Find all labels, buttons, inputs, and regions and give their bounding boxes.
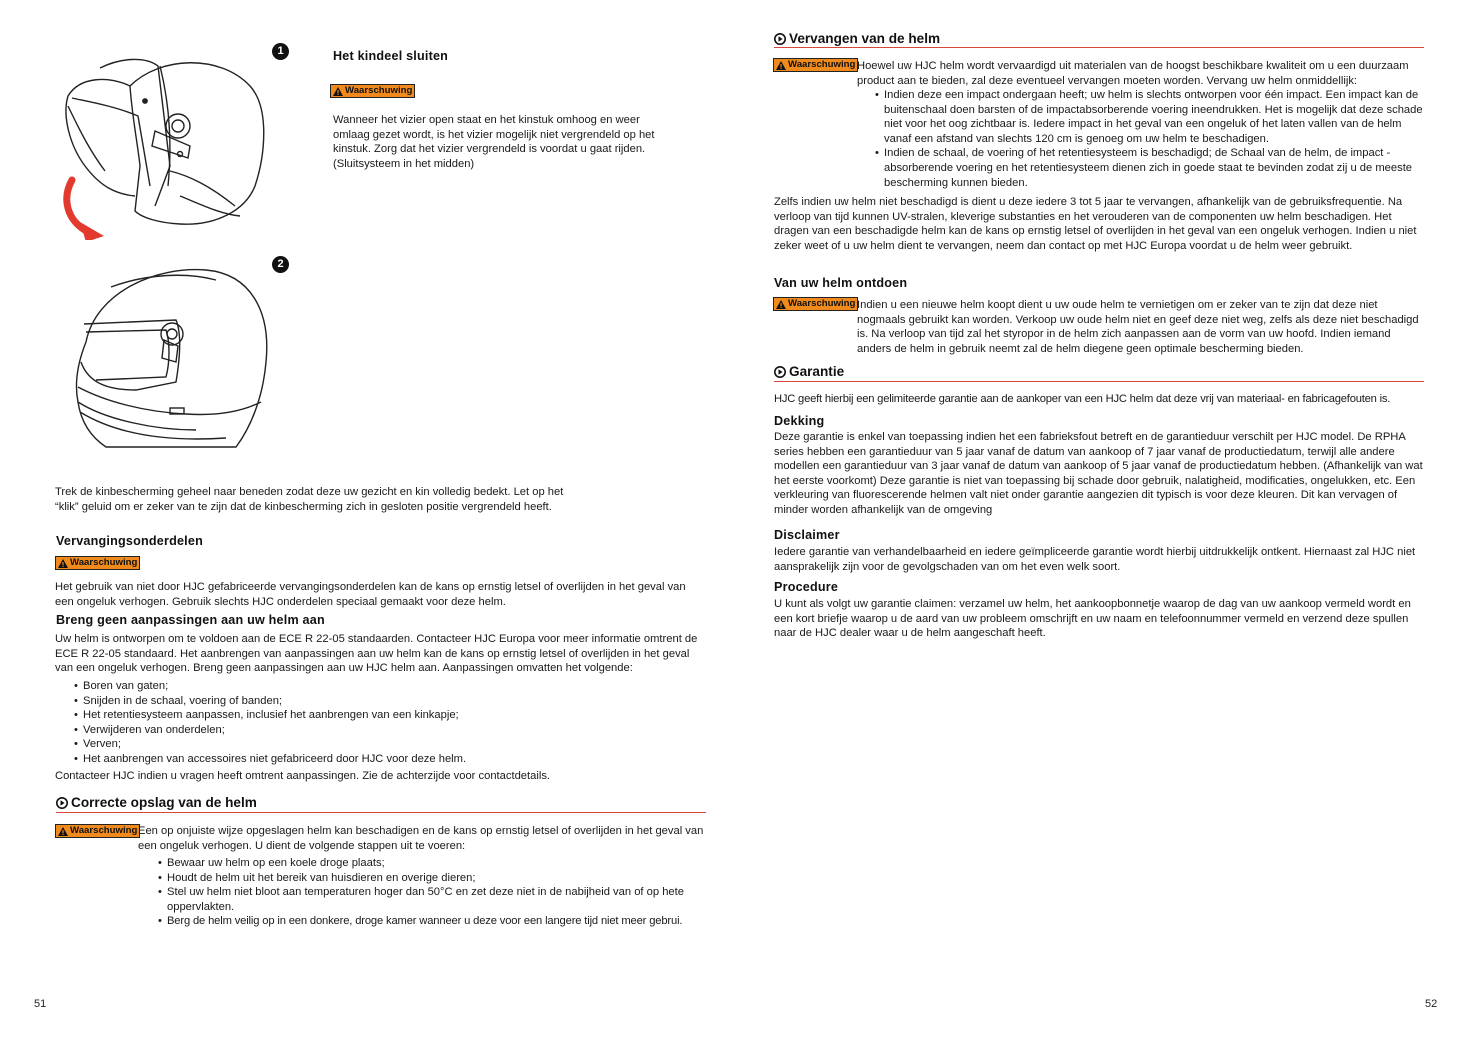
replace-helmet-title-text: Vervangen van de helm bbox=[789, 31, 941, 46]
warranty-title bbox=[774, 365, 844, 380]
correct-storage-text: Een op onjuiste wijze opgeslagen helm kan beschadigen en de kans op ernstig letsel of overlijden in het geval van een ongeluk verhogen. U dient de volgende stappen uit te voeren: bbox=[138, 825, 704, 852]
replacement-parts-title: Vervangingsonderdelen bbox=[56, 534, 203, 548]
section-arrow-icon bbox=[56, 797, 68, 809]
list-item: • Bewaar uw helm op een koele droge plaats; bbox=[157, 856, 707, 871]
modifications-list bbox=[73, 679, 703, 767]
correct-storage-title bbox=[56, 796, 257, 811]
no-modifications-title: Breng geen aanpassingen aan uw helm aan bbox=[56, 613, 325, 627]
warranty-text: HJC geeft hierbij een gelimiteerde garantie aan de aankoper van een HJC helm dat deze vrij van materiaal- en fabricagefouten is. bbox=[774, 393, 1391, 405]
replace-helmet-text: Hoewel uw HJC helm wordt vervaardigd uit materialen van de hoogst beschikbare kwaliteit om u een duurzaam product aan te bieden, zal deze eventueel vervangen moeten worden. Vervang uw helm onmiddellijk: bbox=[857, 60, 1409, 87]
warning-triangle-icon bbox=[776, 61, 786, 70]
coverage-text: Deze garantie is enkel van toepassing indien het een fabrieksfout betreft en de garantieduur verschilt per HJC model. De RPHA series hebben een garantieduur van 5 jaar vanaf de datum van aankoop of 7 jaar vanaf de productiedatum, terwijl alle andere modellen een garantieduur van 3 jaar vanaf de datum van aankoop of 5 jaar vanaf de productiedatum hebben. (Afhankelijk van wat het eerste voorkomt) Deze garantie is niet van toepassing bij schade door gebruik, nalatigheid, modificaties, ongelukken, etc. Een verkleuring van fluorescerende helmen valt niet onder garantie aangezien dit typisch is voor deze kleuren. Dit kan vervagen of minder worden afhankelijk van de omgeving bbox=[774, 431, 1423, 516]
warning-triangle-icon bbox=[58, 559, 68, 568]
modifications-contact: Contacteer HJC indien u vragen heeft omtrent aanpassingen. Zie de achterzijde voor contactdetails. bbox=[55, 770, 551, 782]
dispose-warning-badge bbox=[773, 297, 858, 313]
replace-divider bbox=[774, 47, 1424, 48]
page-number-right: 52 bbox=[1425, 998, 1438, 1010]
list-item: • Houdt de helm uit het bereik van huisdieren en overige dieren; bbox=[157, 871, 707, 886]
step-1-badge: 1 bbox=[272, 43, 289, 60]
no-modifications-text: Uw helm is ontworpen om te voldoen aan de ECE R 22-05 standaarden. Contacteer HJC Europa voor meer informatie omtrent de ECE R 22-05 standaard. Het aanbrengen van aanpassingen aan uw helm kan de kans op ernstig letsel of overlijden in het geval van een ongeluk verhogen. Breng geen aanpassingen aan uw HJC helm aan. Aanpassingen omvatten het volgende: bbox=[55, 633, 698, 675]
parts-warning-badge bbox=[55, 556, 140, 572]
close-warning-badge bbox=[330, 84, 415, 100]
warranty-title-text: Garantie bbox=[789, 364, 845, 379]
list-item: • Berg de helm veilig op in een donkere, droge kamer wanneer u deze voor een langere tijd niet meer gebrui. bbox=[157, 914, 707, 929]
replace-list bbox=[874, 88, 1426, 190]
list-item: • Het retentiesysteem aanpassen, inclusief het aanbrengen van een kinkapje; bbox=[73, 708, 703, 723]
storage-list bbox=[157, 856, 707, 929]
warning-label: Waarschuwing bbox=[70, 825, 138, 836]
pull-chinbar-text-2: “klik” geluid om er zeker van te zijn dat de kinbescherming zich in gesloten positie vergrendeld heeft. bbox=[55, 501, 552, 513]
list-item: • Stel uw helm niet bloot aan temperaturen hoger dan 50°C en zet deze niet in de nabijheid van of op hete oppervlakten. bbox=[157, 885, 707, 914]
disclaimer-title: Disclaimer bbox=[774, 528, 840, 542]
replacement-parts-text: Het gebruik van niet door HJC gefabriceerde vervangingsonderdelen kan de kans op ernstig letsel of overlijden in het geval van een ongeluk verhogen. Gebruik slechts HJC onderdelen speciaal gemaakt voor deze helm. bbox=[55, 581, 686, 608]
dispose-helmet-title: Van uw helm ontdoen bbox=[774, 276, 908, 290]
warning-label: Waarschuwing bbox=[70, 557, 138, 568]
dispose-helmet-text: Indien u een nieuwe helm koopt dient u uw oude helm te vernietigen om er zeker van te zijn dat deze niet nogmaals gebruikt kan worden. Verkoop uw oude helm niet en geef deze niet weg, zelfs als deze niet beschadigd is. Na verloop van tijd zal het styropor in de helm zich aanpassen aan de vorm van uw hoofd. Indien iemand anders de helm in gebruik neemt zal de helm diegene geen optimale bescherming bieden. bbox=[857, 299, 1419, 355]
list-item: • Snijden in de schaal, voering of banden; bbox=[73, 694, 703, 709]
replace-helmet-text-2: Zelfs indien uw helm niet beschadigd is dient u deze iedere 3 tot 5 jaar te vervangen, afhankelijk van de gebruiksfrequentie. Na verloop van tijd kunnen UV-stralen, kleverige substanties en het verouderen van de componenten uw helm beschadigen. Het dragen van een beschadigde helm kan de kans op ernstig letsel of overlijden in het geval van een ongeluk verhogen. Indien u niet zeker weet of u uw helm dient te vervangen, neem dan contact op met HJC Europa voordat u de helm weer gebruikt. bbox=[774, 196, 1417, 252]
storage-divider bbox=[56, 812, 706, 813]
warning-triangle-icon bbox=[58, 827, 68, 836]
warning-label: Waarschuwing bbox=[788, 59, 856, 70]
list-item: • Indien deze een impact ondergaan heeft; uw helm is slechts ontworpen voor één impact. Een impact kan de buitenschaal doen barsten of de impactabsorberende voering ineendrukken. Het is mogelijk dat deze schade niet voor het oog zichtbaar is. Iedere impact in het geval van een ongeluk of het laten vallen van de helm vanaf een afstand van slechts 120 cm is genoeg om uw helm te beschadigen. bbox=[874, 88, 1426, 146]
warning-triangle-icon bbox=[776, 300, 786, 309]
coverage-title: Dekking bbox=[774, 414, 825, 428]
list-item: • Indien de schaal, de voering of het retentiesysteem is beschadigd; de Schaal van de helm, de impact -absorberende voering en het retentiesysteem dienen zich in goede staat te bevinden zodat zij u de meeste bescherming kunnen bieden. bbox=[874, 146, 1426, 190]
close-chinbar-title: Het kindeel sluiten bbox=[333, 49, 449, 63]
helmet-closed-illustration bbox=[66, 262, 276, 457]
close-chinbar-text: Wanneer het vizier open staat en het kinstuk omhoog en weer omlaag gezet wordt, is het vizier mogelijk niet vergrendeld op het kinstuk. Zorg dat het vizier vergrendeld is voordat u gaat rijden. (Sluitsysteem in het midden) bbox=[333, 114, 655, 170]
section-arrow-icon bbox=[774, 366, 786, 378]
procedure-title: Procedure bbox=[774, 580, 839, 594]
warranty-divider bbox=[774, 381, 1424, 382]
correct-storage-title-text: Correcte opslag van de helm bbox=[71, 795, 257, 810]
list-item: • Verven; bbox=[73, 737, 703, 752]
list-item: • Het aanbrengen van accessoires niet gefabriceerd door HJC voor deze helm. bbox=[73, 752, 703, 767]
warning-label: Waarschuwing bbox=[788, 298, 856, 309]
replace-helmet-title bbox=[774, 32, 940, 47]
disclaimer-text: Iedere garantie van verhandelbaarheid en iedere geïmpliceerde garantie wordt hierbij uitdrukkelijk ontkent. Hiernaast zal HJC niet aansprakelijk zijn voor de gevolgschaden van om het even welk soort. bbox=[774, 546, 1416, 573]
close-arrow-icon bbox=[58, 176, 114, 240]
pull-chinbar-text-1: Trek de kinbescherming geheel naar beneden zodat deze uw gezicht en kin volledig bedekt. Let op het bbox=[55, 486, 564, 498]
warning-triangle-icon bbox=[333, 87, 343, 96]
list-item: • Boren van gaten; bbox=[73, 679, 703, 694]
replace-warning-badge bbox=[773, 58, 858, 74]
list-item: • Verwijderen van onderdelen; bbox=[73, 723, 703, 738]
section-arrow-icon bbox=[774, 33, 786, 45]
procedure-text: U kunt als volgt uw garantie claimen: verzamel uw helm, het aankoopbonnetje waarop de dag van uw aankoop vermeld wordt en een kort briefje waarop u de aard van uw probleem omschrijft en uw naam en telefoonnummer vermeld en verzend deze spullen naar de HJC dealer waar u de helm aangeschaft heeft. bbox=[774, 598, 1411, 640]
step-2-badge: 2 bbox=[272, 256, 289, 273]
page-number-left: 51 bbox=[34, 998, 47, 1010]
warning-label: Waarschuwing bbox=[345, 85, 413, 96]
storage-warning-badge bbox=[55, 824, 140, 840]
